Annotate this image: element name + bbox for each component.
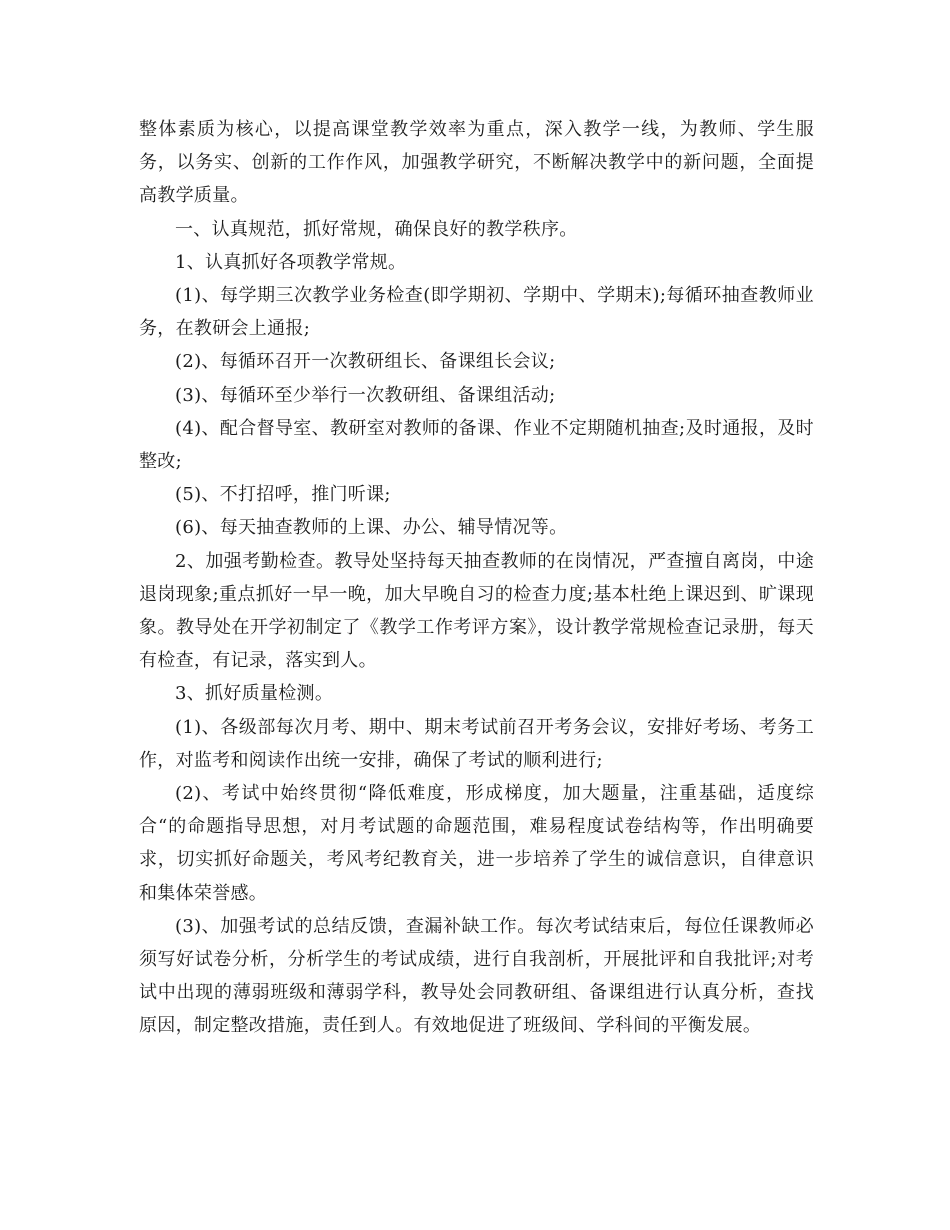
list-item-routine-4: (4)、配合督导室、教研室对教师的备课、作业不定期随机抽查;及时通报，及时整改; — [139, 417, 814, 473]
list-item-routine-2: (2)、每循环召开一次教研组长、备课组长会议; — [175, 351, 556, 373]
document-body — [139, 113, 814, 1043]
subheading-quality-testing: 3、抓好质量检测。 — [175, 683, 334, 705]
heading-section-one: 一、认真规范，抓好常规，确保良好的教学秩序。 — [175, 218, 578, 240]
list-item-testing-2: (2)、考试中始终贯彻“降低难度，形成梯度，加大题量，注重基础，适度综合“的命题指导思想，对月考试题的命题范围，难易程度试卷结构等，作出明确要求，切实抓好命题关，考风考纪教育关，进一步培养了学生的诚信意识，自律意识和集体荣誉感。 — [139, 783, 814, 904]
list-item-routine-3: (3)、每循环至少举行一次教研组、备课组活动; — [175, 384, 556, 406]
list-item-testing-3: (3)、加强考试的总结反馈，查漏补缺工作。每次考试结束后，每位任课教师必须写好试卷分析，分析学生的考试成绩，进行自我剖析，开展批评和自我批评;对考试中出现的薄弱班级和薄弱学科，教导处会同教研组、备课组进行认真分析，查找原因，制定整改措施，责任到人。有效地促进了班级间、学科间的平衡发展。 — [139, 915, 814, 1037]
list-item-testing-1: (1)、各级部每次月考、期中、期末考试前召开考务会议，安排好考场、考务工作，对监考和阅读作出统一安排，确保了考试的顺利进行; — [139, 716, 814, 771]
paragraph-attendance-check: 2、加强考勤检查。教导处坚持每天抽查教师的在岗情况，严查擅自离岗，中途退岗现象;重点抓好一早一晚，加大早晚自习的检查力度;基本杜绝上课迟到、旷课现象。教导处在开学初制定了《教学工作考评方案》，设计教学常规检查记录册，每天有检查，有记录，落实到人。 — [139, 550, 814, 672]
list-item-routine-6: (6)、每天抽查教师的上课、办公、辅导情况等。 — [175, 517, 568, 539]
list-item-routine-1: (1)、每学期三次教学业务检查(即学期初、学期中、学期末);每循环抽查教师业务，在教研会上通报; — [139, 285, 814, 340]
subheading-teaching-routines: 1、认真抓好各项教学常规。 — [175, 251, 407, 273]
paragraph-intro-continuation: 整体素质为核心，以提高课堂教学效率为重点，深入教学一线，为教师、学生服务，以务实、创新的工作作风，加强教学研究，不断解决教学中的新问题，全面提高教学质量。 — [139, 119, 814, 207]
list-item-routine-5: (5)、不打招呼，推门听课; — [175, 484, 391, 506]
